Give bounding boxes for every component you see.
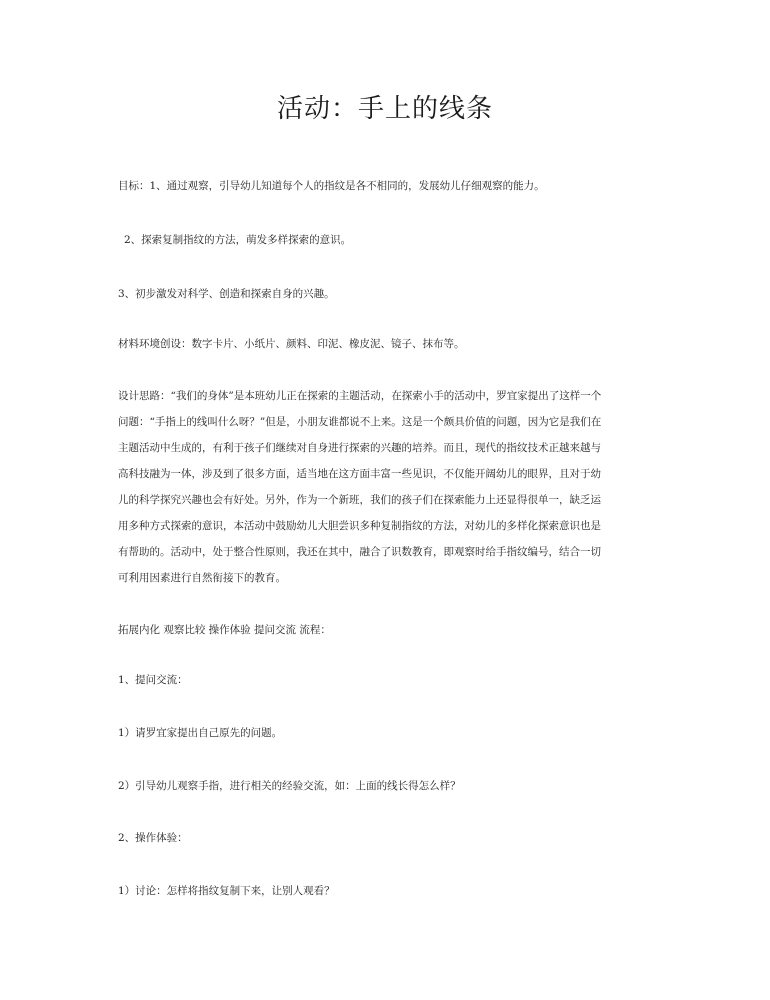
design-line: 有帮助的。活动中，处于整合性原则，我还在其中，融合了识数教育，即观察时给手指纹编号，结合一切 — [118, 546, 601, 558]
design-line: 设计思路：“我们的身体”是本班幼儿正在探索的主题活动，在探索小手的活动中，罗宜家提出了这样一个 — [118, 390, 602, 402]
goal-paragraph-2: 2、探索复制指纹的方法，萌发多样探索的意识。 — [124, 234, 352, 246]
design-line: 可利用因素进行自然衔接下的教育。 — [118, 572, 286, 584]
step-1-item-2: 2）引导幼儿观察手指，进行相关的经验交流，如：上面的线长得怎么样？ — [118, 780, 461, 792]
design-line: 用多种方式探索的意识，本活动中鼓励幼儿大胆尝识多种复制指纹的方法，对幼儿的多样化探索意识也是 — [118, 520, 601, 532]
design-line: 高科技融为一体，涉及到了很多方面，适当地在这方面丰富一些见识，不仅能开阔幼儿的眼界，且对于幼 — [118, 468, 601, 480]
step-2-heading: 2、操作体验： — [118, 832, 188, 844]
page-title: 活动：手上的线条 — [276, 94, 493, 124]
design-rationale-paragraph — [118, 383, 658, 591]
design-line: 儿的科学探究兴趣也会有好处。另外，作为一个新班，我们的孩子们在探索能力上还显得很单一，缺乏运 — [118, 494, 601, 506]
goal-paragraph-1: 目标：1、通过观察，引导幼儿知道每个人的指纹是各不相同的，发展幼儿仔细观察的能力。 — [118, 180, 545, 192]
step-2-item-1: 1）讨论：怎样将指纹复制下来，让别人观看？ — [118, 885, 335, 897]
step-1-item-1: 1）请罗宜家提出自己原先的问题。 — [118, 727, 283, 739]
design-line: 主题活动中生成的，有利于孩子们继续对自身进行探索的兴趣的培养。而且，现代的指纹技术正越来越与 — [118, 442, 601, 454]
step-1-heading: 1、提问交流： — [118, 674, 188, 686]
goal-paragraph-3: 3、初步激发对科学、创造和探索自身的兴趣。 — [118, 288, 335, 300]
materials-paragraph: 材料环境创设：数字卡片、小纸片、颜料、印泥、橡皮泥、镜子、抹布等。 — [118, 338, 465, 350]
design-line: 问题：“手指上的线叫什么呀？”但是，小朋友谁都说不上来。这是一个颇具价值的问题，因为它是我们在 — [118, 416, 602, 428]
process-heading: 拓展内化 观察比较 操作体验 提问交流 流程： — [118, 624, 331, 636]
